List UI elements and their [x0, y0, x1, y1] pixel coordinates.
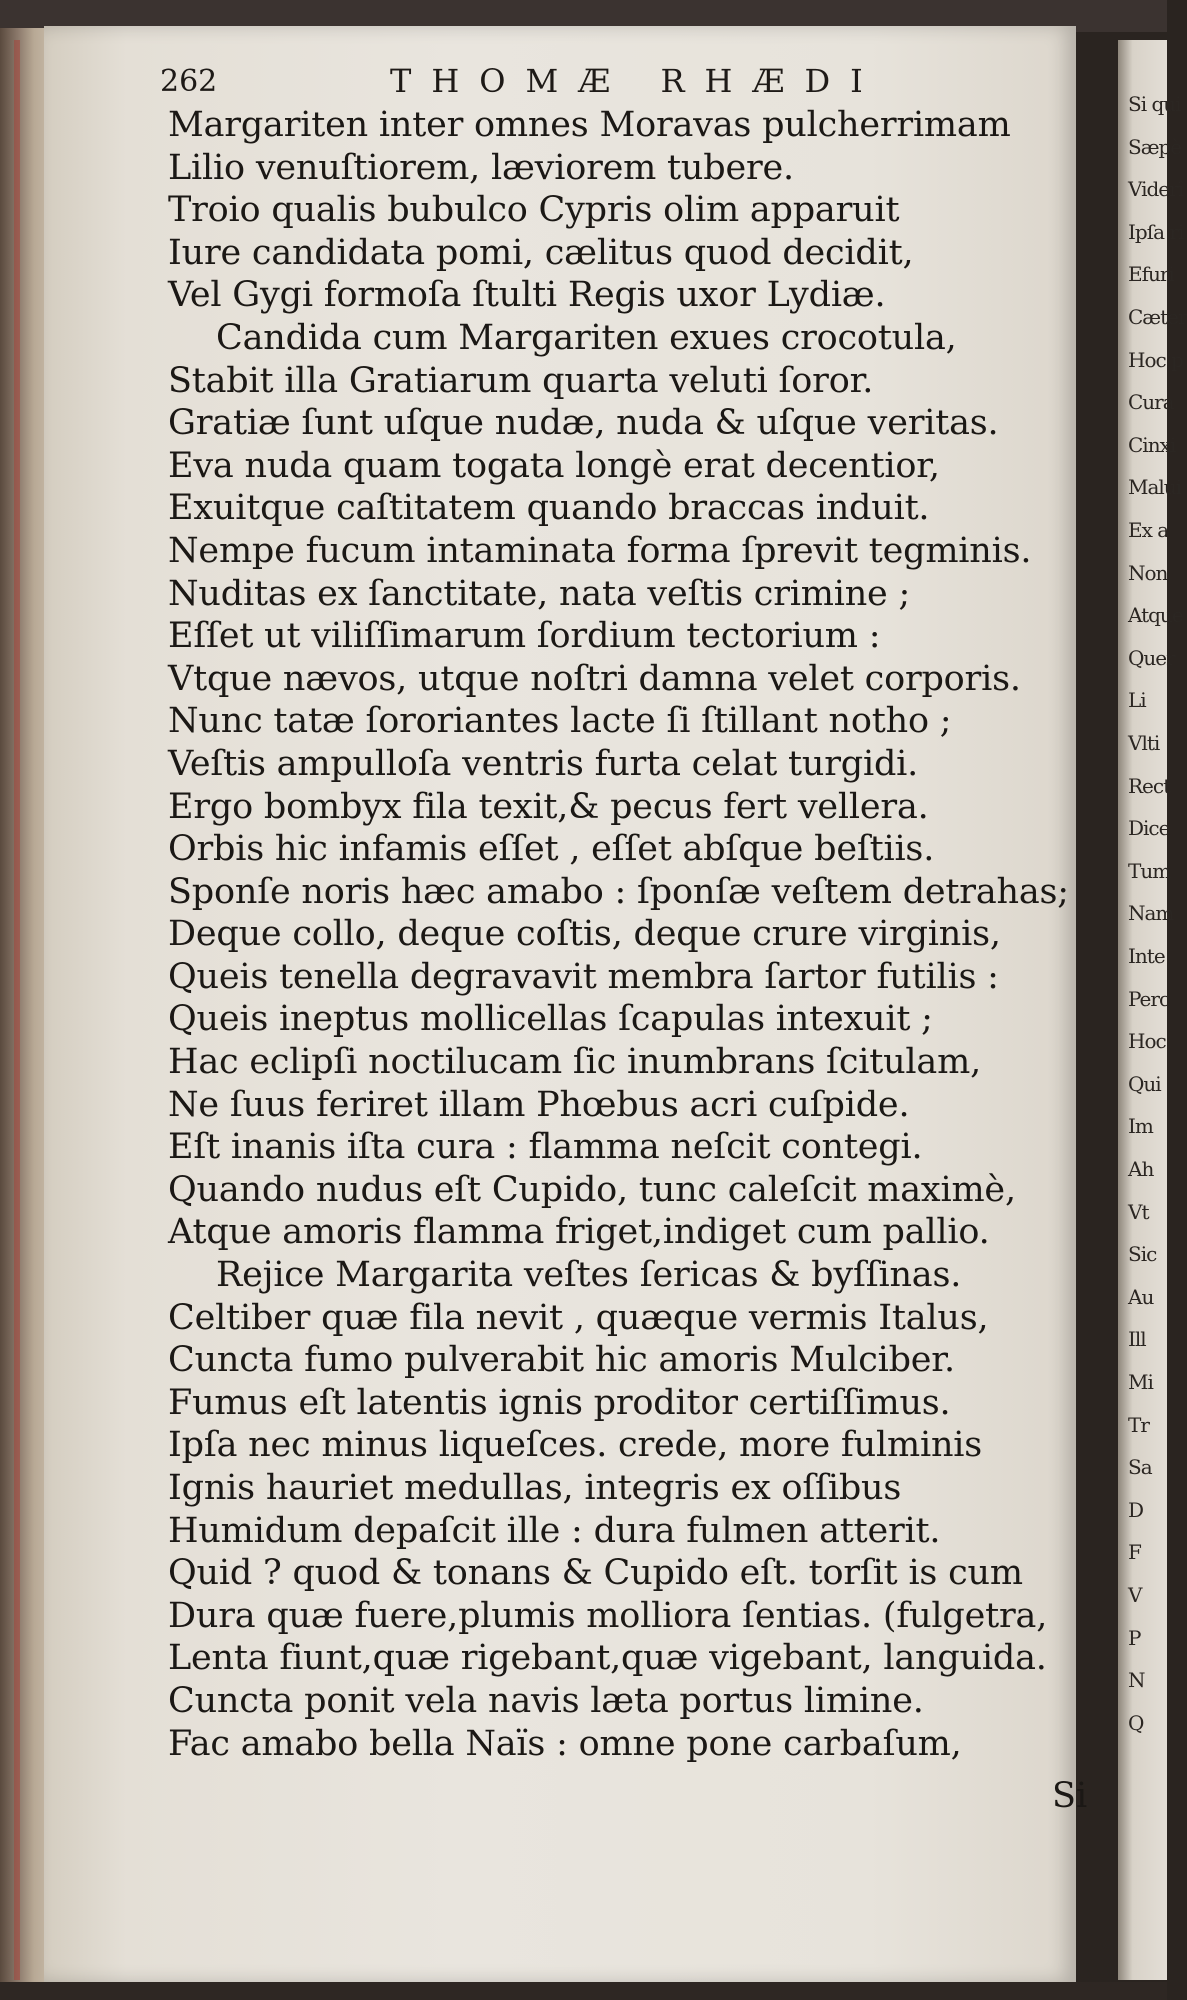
next-page-fragment: Non: [1128, 560, 1168, 585]
binding-thread: [14, 40, 20, 1980]
next-page-fragment: Rect: [1128, 773, 1171, 798]
verse-line: Nunc tatæ ſororiantes lacte ſi ſtillant notho ;: [168, 701, 952, 742]
verse-line: Humidum depaſcit ille : dura fulmen atterit.: [168, 1510, 941, 1551]
verse-line: Vel Gygi formoſa ſtulti Regis uxor Lydiæ.: [168, 275, 886, 316]
verse-line: Queis ineptus mollicellas ſcapulas intexuit ;: [168, 999, 933, 1040]
next-page-fragment: Nam: [1128, 901, 1174, 926]
verse-line: Rejice Margarita veſtes ſericas & byſſinas.: [216, 1255, 962, 1296]
next-page-fragment: Tum: [1128, 858, 1171, 883]
catchword: Si: [1052, 1776, 1088, 1816]
verse-line: Eva nuda quam togata longè erat decentior,: [168, 445, 940, 486]
verse-line: Celtiber quæ fila nevit , quæque vermis Italus,: [168, 1297, 989, 1338]
next-page-fragment: Cinxi: [1128, 432, 1176, 457]
next-page-fragment: Im: [1128, 1114, 1153, 1139]
poem-text: [168, 104, 1098, 1765]
verse-line: Atque amoris flamma friget,indiget cum pallio.: [168, 1212, 990, 1253]
next-page-fragment: Ah: [1128, 1157, 1154, 1181]
next-page-fragment: Ex a: [1128, 518, 1169, 542]
verse-line: Hac eclipſi noctilucam ſic inumbrans ſcitulam,: [168, 1042, 981, 1083]
verse-line: Candida cum Margariten exues crocotula,: [216, 317, 957, 358]
bottom-gutter: [0, 1982, 1167, 2000]
next-page-fragment: Sa: [1128, 1455, 1152, 1480]
next-page-fragment: Ill: [1128, 1327, 1146, 1352]
verse-line: Lenta fiunt,quæ rigebant,quæ vigebant, languida.: [168, 1638, 1047, 1679]
running-title: THOMÆ RHÆDI: [390, 62, 883, 100]
next-page-fragment: Sic: [1128, 1242, 1157, 1267]
next-page-fragment: V: [1128, 1583, 1142, 1607]
next-page-fragment: Ipſa ri: [1128, 219, 1184, 244]
next-page-fragment: Li: [1128, 688, 1146, 713]
verse-line: Cuncta fumo pulverabit hic amoris Mulciber.: [168, 1340, 955, 1381]
verse-line: Ergo bombyx fila texit,& pecus fert vellera.: [168, 786, 929, 827]
page-number: 262: [160, 64, 218, 99]
next-page-fragment: Mi: [1128, 1370, 1153, 1394]
verse-line: Ipſa nec minus liqueſces. crede, more fulminis: [168, 1425, 983, 1466]
verse-line: Margariten inter omnes Moravas pulcherrimam: [168, 105, 1011, 145]
next-page-fragment: Hoc: [1128, 1029, 1166, 1054]
next-page-fragment: Malui: [1128, 475, 1182, 500]
next-page-fragment: Vlti: [1128, 731, 1160, 755]
next-page-fragment: Cæter: [1128, 305, 1187, 329]
verse-line: Gratiæ ſunt uſque nudæ, nuda & uſque veritas.: [168, 403, 999, 444]
next-page-fragment: Inte: [1128, 944, 1165, 968]
verse-line: Iure candidata pomi, cælitus quod decidit,: [168, 232, 914, 273]
verse-line: Cuncta ponit vela navis læta portus limine.: [168, 1680, 924, 1721]
next-page-fragment: Qui: [1128, 1071, 1161, 1096]
verse-line: Fac amabo bella Naïs : omne pone carbaſum,: [168, 1723, 962, 1764]
next-page-fragment: Q: [1128, 1710, 1144, 1735]
verse-line: Quando nudus eſt Cupido, tunc caleſcit maximè,: [168, 1169, 1016, 1210]
verse-line: Ignis hauriet medullas, integris ex oſſibus: [168, 1468, 902, 1508]
next-page-fragment: Tr: [1128, 1412, 1149, 1437]
verse-line: Lilio venuſtiorem, læviorem tubere.: [168, 147, 794, 188]
next-page-fragment: Si qui: [1128, 92, 1181, 116]
next-page-fragment: P: [1128, 1625, 1141, 1650]
verse-line: Deque collo, deque coſtis, deque crure virginis,: [168, 914, 1001, 955]
verse-line: Troio qualis bubulco Cypris olim apparuit: [168, 190, 900, 231]
next-page-fragment: Cura: [1128, 390, 1174, 415]
next-page-fragment: Vt: [1128, 1199, 1149, 1224]
verse-line: Vtque nævos, utque noſtri damna velet corporis.: [168, 658, 1021, 699]
verse-line: Eſſet ut viliſſimarum ſordium tectorium :: [168, 616, 881, 657]
verse-line: Nuditas ex ſanctitate, nata veſtis crimine ;: [168, 573, 911, 614]
next-page-fragment: Quer: [1128, 645, 1175, 670]
next-page-fragment: Perc: [1128, 986, 1170, 1011]
next-page-fragment: N: [1128, 1668, 1145, 1693]
verse-line: Ne ſuus feriret illam Phœbus acri cuſpide.: [168, 1084, 910, 1125]
verse-line: Stabit illa Gratiarum quarta veluti ſoror.: [168, 360, 874, 401]
running-head: [160, 60, 920, 104]
next-page-fragment: Hoc p: [1128, 347, 1183, 372]
verse-line: Sponſe noris hæc amabo : ſponſæ veſtem detrahas;: [168, 871, 1069, 912]
verse-line: Exuitque caſtitatem quando braccas induit.: [168, 488, 930, 529]
next-page-fragment: Efuri: [1128, 262, 1174, 287]
verse-line: Eſt inanis iſta cura : flamma neſcit contegi.: [168, 1127, 923, 1168]
next-page-fragment: Dice: [1128, 816, 1170, 841]
next-page-fragment: F: [1128, 1540, 1141, 1565]
verse-line: Queis tenella degravavit membra ſartor futilis :: [168, 956, 999, 997]
verse-line: Dura quæ fuere,plumis molliora ſentias. (fulgetra,: [168, 1595, 1048, 1636]
next-page-fragment: Viderî: [1128, 177, 1184, 202]
verse-line: Nempe fucum intaminata forma ſprevit tegminis.: [168, 530, 1032, 571]
verse-line: Veſtis ampulloſa ventris furta celat turgidi.: [168, 743, 919, 784]
next-page-fragment: Sæpè: [1128, 134, 1182, 159]
next-page-fragment: Atque: [1128, 603, 1183, 628]
verse-line: Quid ? quod & tonans & Cupido eſt. torſit is cum: [168, 1553, 1023, 1594]
next-page-fragment: Au: [1128, 1284, 1154, 1309]
verse-line: Fumus eſt latentis ignis proditor certiſſimus.: [168, 1382, 951, 1423]
next-page-fragment: D: [1128, 1497, 1144, 1522]
verse-line: Orbis hic infamis eſſet , eſſet abſque beſtiis.: [168, 829, 935, 870]
